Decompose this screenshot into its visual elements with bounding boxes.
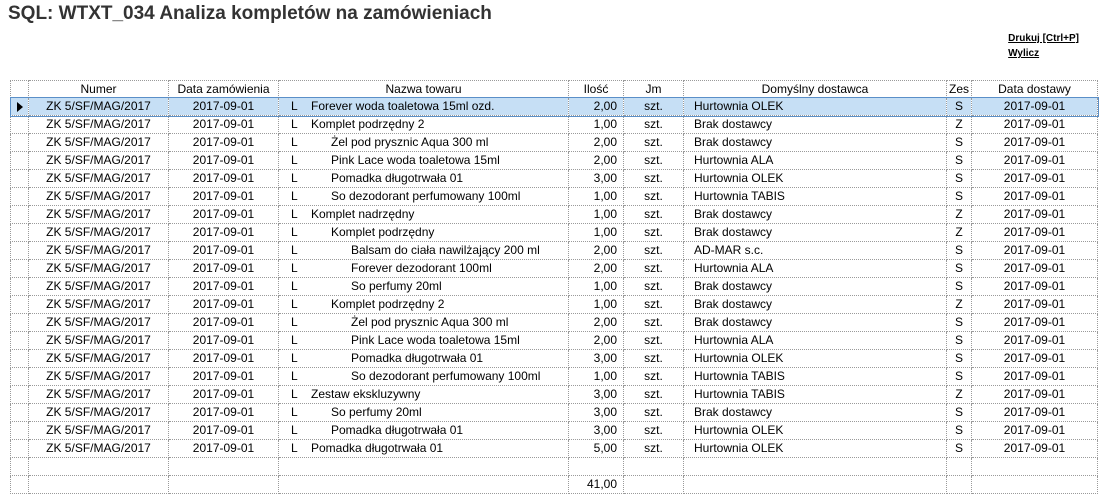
cell-dostawca[interactable]: Hurtownia OLEK bbox=[684, 440, 947, 458]
row-indicator bbox=[11, 332, 29, 350]
cell-data-dostawy[interactable]: 2017-09-01 bbox=[972, 332, 1098, 350]
cell-dostawca[interactable]: Brak dostawcy bbox=[684, 134, 947, 152]
cell-data-zamowienia[interactable]: 2017-09-01 bbox=[169, 170, 279, 188]
cell-data-zamowienia[interactable]: 2017-09-01 bbox=[169, 422, 279, 440]
tree-mark: L bbox=[291, 405, 298, 419]
total-ilosc: 41,00 bbox=[569, 476, 624, 494]
cell-dostawca[interactable]: Brak dostawcy bbox=[684, 296, 947, 314]
tree-mark: L bbox=[291, 99, 298, 113]
table-row[interactable] bbox=[11, 242, 1098, 260]
cell-data-zamowienia[interactable]: 2017-09-01 bbox=[169, 242, 279, 260]
cell-dostawca[interactable]: Hurtownia TABIS bbox=[684, 188, 947, 206]
cell-jm[interactable]: szt. bbox=[624, 116, 684, 134]
cell-nazwa-towaru[interactable] bbox=[279, 422, 569, 440]
table-row[interactable] bbox=[11, 368, 1098, 386]
table-row[interactable] bbox=[11, 260, 1098, 278]
calculate-link[interactable]: Wylicz bbox=[1008, 48, 1040, 59]
product-name: So dezodorant perfumowany 100ml bbox=[331, 189, 521, 203]
tree-mark: L bbox=[291, 441, 298, 455]
product-name: Komplet podrzędny 2 bbox=[311, 117, 425, 131]
table-row[interactable] bbox=[11, 152, 1098, 170]
header-zes[interactable]: Zes bbox=[947, 81, 972, 98]
cell-numer[interactable]: ZK 5/SF/MAG/2017 bbox=[29, 314, 169, 332]
cell-ilosc[interactable]: 3,00 bbox=[569, 422, 624, 440]
table-row[interactable] bbox=[11, 440, 1098, 458]
cell-ilosc[interactable]: 2,00 bbox=[569, 332, 624, 350]
tree-mark: L bbox=[291, 171, 298, 185]
cell-numer[interactable]: ZK 5/SF/MAG/2017 bbox=[29, 224, 169, 242]
cell-zes[interactable]: Z bbox=[947, 224, 972, 242]
cell-zes[interactable]: Z bbox=[947, 386, 972, 404]
tree-mark: L bbox=[291, 225, 298, 239]
cell-ilosc[interactable]: 3,00 bbox=[569, 170, 624, 188]
print-link[interactable]: Drukuj [Ctrl+P] bbox=[1008, 33, 1079, 44]
cell-data-zamowienia[interactable]: 2017-09-01 bbox=[169, 116, 279, 134]
cell-nazwa-towaru[interactable] bbox=[279, 350, 569, 368]
cell-data-zamowienia[interactable]: 2017-09-01 bbox=[169, 206, 279, 224]
header-jm[interactable]: Jm bbox=[624, 81, 684, 98]
product-name: Pomadka długotrwała 01 bbox=[331, 423, 464, 437]
cell-nazwa-towaru[interactable] bbox=[279, 224, 569, 242]
empty-cell bbox=[947, 458, 972, 476]
row-indicator bbox=[11, 440, 29, 458]
product-name: Balsam do ciała nawilżający 200 ml bbox=[351, 243, 540, 257]
cell-dostawca[interactable]: Brak dostawcy bbox=[684, 116, 947, 134]
cell-data-zamowienia[interactable]: 2017-09-01 bbox=[169, 440, 279, 458]
cell-ilosc[interactable]: 1,00 bbox=[569, 188, 624, 206]
cell-jm[interactable]: szt. bbox=[624, 386, 684, 404]
cell-ilosc[interactable]: 2,00 bbox=[569, 98, 624, 116]
cell-zes[interactable]: S bbox=[947, 422, 972, 440]
cell-data-dostawy[interactable]: 2017-09-01 bbox=[972, 170, 1098, 188]
product-name: Pink Lace woda toaletowa 15ml bbox=[351, 333, 520, 347]
product-name: Pomadka długotrwała 01 bbox=[311, 441, 444, 455]
row-indicator bbox=[11, 386, 29, 404]
cell-jm[interactable]: szt. bbox=[624, 98, 684, 116]
product-name: Zestaw ekskluzywny bbox=[311, 387, 421, 401]
cell-jm[interactable]: szt. bbox=[624, 296, 684, 314]
cell-jm[interactable]: szt. bbox=[624, 206, 684, 224]
cell-data-zamowienia[interactable]: 2017-09-01 bbox=[169, 404, 279, 422]
row-indicator bbox=[11, 98, 29, 116]
product-name: Pomadka długotrwała 01 bbox=[331, 171, 464, 185]
product-name: So perfumy 20ml bbox=[331, 405, 422, 419]
cell-zes[interactable]: S bbox=[947, 98, 972, 116]
cell-nazwa-towaru[interactable] bbox=[279, 206, 569, 224]
cell-dostawca[interactable]: AD-MAR s.c. bbox=[684, 242, 947, 260]
empty-cell bbox=[684, 458, 947, 476]
header-ilosc[interactable]: Ilość bbox=[569, 81, 624, 98]
cell-ilosc[interactable]: 2,00 bbox=[569, 242, 624, 260]
cell-nazwa-towaru[interactable] bbox=[279, 296, 569, 314]
cell-numer[interactable]: ZK 5/SF/MAG/2017 bbox=[29, 386, 169, 404]
cell-data-dostawy[interactable]: 2017-09-01 bbox=[972, 440, 1098, 458]
cell-dostawca[interactable]: Hurtownia OLEK bbox=[684, 422, 947, 440]
product-name: Pomadka długotrwała 01 bbox=[351, 351, 484, 365]
total-empty-cell bbox=[279, 476, 569, 494]
toolbar bbox=[1008, 31, 1079, 61]
cell-jm[interactable]: szt. bbox=[624, 422, 684, 440]
product-name: So perfumy 20ml bbox=[351, 279, 442, 293]
cell-numer[interactable]: ZK 5/SF/MAG/2017 bbox=[29, 116, 169, 134]
cell-nazwa-towaru[interactable] bbox=[279, 170, 569, 188]
cell-zes[interactable]: S bbox=[947, 404, 972, 422]
cell-data-dostawy[interactable]: 2017-09-01 bbox=[972, 296, 1098, 314]
cell-ilosc[interactable]: 3,00 bbox=[569, 350, 624, 368]
cell-data-zamowienia[interactable]: 2017-09-01 bbox=[169, 224, 279, 242]
cell-dostawca[interactable]: Hurtownia TABIS bbox=[684, 386, 947, 404]
cell-numer[interactable]: ZK 5/SF/MAG/2017 bbox=[29, 188, 169, 206]
product-name: Forever dezodorant 100ml bbox=[351, 261, 492, 275]
cell-ilosc[interactable]: 1,00 bbox=[569, 116, 624, 134]
tree-mark: L bbox=[291, 135, 298, 149]
header-dostawca[interactable]: Domyślny dostawca bbox=[684, 81, 947, 98]
row-indicator bbox=[11, 188, 29, 206]
cell-ilosc[interactable]: 3,00 bbox=[569, 404, 624, 422]
cell-zes[interactable]: Z bbox=[947, 116, 972, 134]
cell-numer[interactable]: ZK 5/SF/MAG/2017 bbox=[29, 332, 169, 350]
table-row[interactable] bbox=[11, 296, 1098, 314]
cell-data-dostawy[interactable]: 2017-09-01 bbox=[972, 350, 1098, 368]
cell-data-zamowienia[interactable]: 2017-09-01 bbox=[169, 278, 279, 296]
cell-jm[interactable]: szt. bbox=[624, 134, 684, 152]
cell-nazwa-towaru[interactable] bbox=[279, 386, 569, 404]
cell-data-zamowienia[interactable]: 2017-09-01 bbox=[169, 314, 279, 332]
cell-nazwa-towaru[interactable] bbox=[279, 404, 569, 422]
cell-nazwa-towaru[interactable] bbox=[279, 314, 569, 332]
cell-data-dostawy[interactable]: 2017-09-01 bbox=[972, 314, 1098, 332]
cell-nazwa-towaru[interactable] bbox=[279, 260, 569, 278]
cell-zes[interactable]: S bbox=[947, 134, 972, 152]
cell-nazwa-towaru[interactable] bbox=[279, 116, 569, 134]
cell-data-zamowienia[interactable]: 2017-09-01 bbox=[169, 152, 279, 170]
cell-zes[interactable]: S bbox=[947, 314, 972, 332]
total-empty-cell bbox=[624, 476, 684, 494]
cell-ilosc[interactable]: 1,00 bbox=[569, 368, 624, 386]
cell-data-dostawy[interactable]: 2017-09-01 bbox=[972, 152, 1098, 170]
cell-data-zamowienia[interactable]: 2017-09-01 bbox=[169, 350, 279, 368]
table-row[interactable] bbox=[11, 404, 1098, 422]
tree-mark: L bbox=[291, 369, 298, 383]
cell-dostawca[interactable]: Hurtownia TABIS bbox=[684, 368, 947, 386]
cell-data-dostawy[interactable]: 2017-09-01 bbox=[972, 134, 1098, 152]
cell-zes[interactable]: S bbox=[947, 332, 972, 350]
table-row[interactable] bbox=[11, 116, 1098, 134]
tree-mark: L bbox=[291, 189, 298, 203]
total-empty-cell bbox=[684, 476, 947, 494]
row-indicator bbox=[11, 260, 29, 278]
table-row[interactable] bbox=[11, 350, 1098, 368]
product-name: Forever woda toaletowa 15ml ozd. bbox=[311, 99, 495, 113]
tree-mark: L bbox=[291, 261, 298, 275]
cell-nazwa-towaru[interactable] bbox=[279, 278, 569, 296]
cell-jm[interactable]: szt. bbox=[624, 242, 684, 260]
cell-nazwa-towaru[interactable] bbox=[279, 134, 569, 152]
cell-numer[interactable]: ZK 5/SF/MAG/2017 bbox=[29, 98, 169, 116]
cell-ilosc[interactable]: 2,00 bbox=[569, 152, 624, 170]
cell-numer[interactable]: ZK 5/SF/MAG/2017 bbox=[29, 422, 169, 440]
row-indicator bbox=[11, 368, 29, 386]
empty-cell bbox=[169, 458, 279, 476]
cell-data-zamowienia[interactable]: 2017-09-01 bbox=[169, 296, 279, 314]
cell-dostawca[interactable]: Brak dostawcy bbox=[684, 404, 947, 422]
product-name: Żel pod prysznic Aqua 300 ml bbox=[351, 315, 509, 329]
empty-cell bbox=[29, 458, 169, 476]
cell-nazwa-towaru[interactable] bbox=[279, 440, 569, 458]
header-row bbox=[11, 81, 1098, 98]
cell-data-dostawy[interactable]: 2017-09-01 bbox=[972, 98, 1098, 116]
cell-ilosc[interactable]: 5,00 bbox=[569, 440, 624, 458]
cell-data-zamowienia[interactable]: 2017-09-01 bbox=[169, 332, 279, 350]
row-indicator bbox=[11, 422, 29, 440]
header-indicator bbox=[11, 81, 29, 98]
product-name: Żel pod prysznic Aqua 300 ml bbox=[331, 135, 489, 149]
cell-dostawca[interactable]: Hurtownia OLEK bbox=[684, 98, 947, 116]
table-row[interactable] bbox=[11, 278, 1098, 296]
cell-data-zamowienia[interactable]: 2017-09-01 bbox=[169, 368, 279, 386]
cell-data-dostawy[interactable]: 2017-09-01 bbox=[972, 260, 1098, 278]
cell-jm[interactable]: szt. bbox=[624, 260, 684, 278]
cell-data-dostawy[interactable]: 2017-09-01 bbox=[972, 116, 1098, 134]
cell-zes[interactable]: S bbox=[947, 170, 972, 188]
cell-data-zamowienia[interactable]: 2017-09-01 bbox=[169, 188, 279, 206]
cell-numer[interactable]: ZK 5/SF/MAG/2017 bbox=[29, 404, 169, 422]
total-empty-cell bbox=[11, 476, 29, 494]
row-indicator bbox=[11, 206, 29, 224]
cell-data-dostawy[interactable]: 2017-09-01 bbox=[972, 242, 1098, 260]
cell-zes[interactable]: S bbox=[947, 242, 972, 260]
cell-zes[interactable]: S bbox=[947, 368, 972, 386]
cell-numer[interactable]: ZK 5/SF/MAG/2017 bbox=[29, 152, 169, 170]
cell-jm[interactable]: szt. bbox=[624, 224, 684, 242]
cell-zes[interactable]: S bbox=[947, 350, 972, 368]
total-empty-cell bbox=[947, 476, 972, 494]
row-indicator bbox=[11, 278, 29, 296]
tree-mark: L bbox=[291, 387, 298, 401]
cell-zes[interactable]: Z bbox=[947, 296, 972, 314]
row-indicator bbox=[11, 170, 29, 188]
cell-data-dostawy[interactable]: 2017-09-01 bbox=[972, 422, 1098, 440]
tree-mark: L bbox=[291, 315, 298, 329]
total-row bbox=[11, 476, 1098, 494]
page-title: SQL: WTXT_034 Analiza kompletów na zamówieniach bbox=[8, 3, 492, 24]
cell-data-dostawy[interactable]: 2017-09-01 bbox=[972, 368, 1098, 386]
cell-numer[interactable]: ZK 5/SF/MAG/2017 bbox=[29, 296, 169, 314]
tree-mark: L bbox=[291, 117, 298, 131]
cell-dostawca[interactable]: Hurtownia OLEK bbox=[684, 170, 947, 188]
cell-data-zamowienia[interactable]: 2017-09-01 bbox=[169, 260, 279, 278]
tree-mark: L bbox=[291, 333, 298, 347]
empty-cell bbox=[624, 458, 684, 476]
total-empty-cell bbox=[972, 476, 1098, 494]
row-indicator bbox=[11, 116, 29, 134]
cell-dostawca[interactable]: Brak dostawcy bbox=[684, 278, 947, 296]
cell-ilosc[interactable]: 3,00 bbox=[569, 386, 624, 404]
product-name: Pink Lace woda toaletowa 15ml bbox=[331, 153, 500, 167]
empty-cell bbox=[279, 458, 569, 476]
header-nazwa-towaru[interactable]: Nazwa towaru bbox=[279, 81, 569, 98]
cell-jm[interactable]: szt. bbox=[624, 278, 684, 296]
row-indicator bbox=[11, 224, 29, 242]
cell-jm[interactable]: szt. bbox=[624, 152, 684, 170]
cell-data-dostawy[interactable]: 2017-09-01 bbox=[972, 278, 1098, 296]
cell-jm[interactable]: szt. bbox=[624, 440, 684, 458]
tree-mark: L bbox=[291, 243, 298, 257]
cell-ilosc[interactable]: 1,00 bbox=[569, 278, 624, 296]
cell-zes[interactable]: S bbox=[947, 152, 972, 170]
cell-dostawca[interactable]: Hurtownia ALA bbox=[684, 152, 947, 170]
cell-numer[interactable]: ZK 5/SF/MAG/2017 bbox=[29, 170, 169, 188]
cell-dostawca[interactable]: Hurtownia ALA bbox=[684, 332, 947, 350]
cell-data-dostawy[interactable]: 2017-09-01 bbox=[972, 224, 1098, 242]
cell-data-dostawy[interactable]: 2017-09-01 bbox=[972, 188, 1098, 206]
cell-dostawca[interactable]: Hurtownia ALA bbox=[684, 260, 947, 278]
cell-ilosc[interactable]: 2,00 bbox=[569, 314, 624, 332]
product-name: Komplet podrzędny 2 bbox=[331, 297, 445, 311]
cell-nazwa-towaru[interactable] bbox=[279, 98, 569, 116]
table-row[interactable] bbox=[11, 224, 1098, 242]
cell-ilosc[interactable]: 2,00 bbox=[569, 134, 624, 152]
cell-nazwa-towaru[interactable] bbox=[279, 152, 569, 170]
cell-nazwa-towaru[interactable] bbox=[279, 332, 569, 350]
row-indicator bbox=[11, 134, 29, 152]
cell-dostawca[interactable]: Brak dostawcy bbox=[684, 314, 947, 332]
row-indicator bbox=[11, 242, 29, 260]
header-data-zamowienia[interactable]: Data zamówienia bbox=[169, 81, 279, 98]
cell-nazwa-towaru[interactable] bbox=[279, 368, 569, 386]
cell-zes[interactable]: S bbox=[947, 440, 972, 458]
empty-row[interactable] bbox=[11, 458, 1098, 476]
tree-mark: L bbox=[291, 351, 298, 365]
cell-numer[interactable]: ZK 5/SF/MAG/2017 bbox=[29, 350, 169, 368]
tree-mark: L bbox=[291, 279, 298, 293]
cell-nazwa-towaru[interactable] bbox=[279, 242, 569, 260]
tree-mark: L bbox=[291, 207, 298, 221]
cell-ilosc[interactable]: 1,00 bbox=[569, 206, 624, 224]
cell-numer[interactable]: ZK 5/SF/MAG/2017 bbox=[29, 260, 169, 278]
tree-mark: L bbox=[291, 297, 298, 311]
table-row[interactable] bbox=[11, 332, 1098, 350]
cell-zes[interactable]: S bbox=[947, 278, 972, 296]
cell-data-zamowienia[interactable]: 2017-09-01 bbox=[169, 386, 279, 404]
cell-jm[interactable]: szt. bbox=[624, 314, 684, 332]
total-empty-cell bbox=[29, 476, 169, 494]
table-row[interactable] bbox=[11, 188, 1098, 206]
cell-data-dostawy[interactable]: 2017-09-01 bbox=[972, 404, 1098, 422]
row-indicator bbox=[11, 350, 29, 368]
cell-ilosc[interactable]: 2,00 bbox=[569, 260, 624, 278]
row-indicator bbox=[11, 296, 29, 314]
total-empty-cell bbox=[169, 476, 279, 494]
table-row[interactable] bbox=[11, 422, 1098, 440]
table-row[interactable] bbox=[11, 206, 1098, 224]
table-row[interactable] bbox=[11, 134, 1098, 152]
row-indicator bbox=[11, 404, 29, 422]
cell-jm[interactable]: szt. bbox=[624, 350, 684, 368]
cell-jm[interactable]: szt. bbox=[624, 332, 684, 350]
cell-numer[interactable]: ZK 5/SF/MAG/2017 bbox=[29, 278, 169, 296]
table-row[interactable] bbox=[11, 170, 1098, 188]
cell-numer[interactable]: ZK 5/SF/MAG/2017 bbox=[29, 206, 169, 224]
cell-data-zamowienia[interactable]: 2017-09-01 bbox=[169, 98, 279, 116]
cell-zes[interactable]: S bbox=[947, 188, 972, 206]
cell-dostawca[interactable]: Brak dostawcy bbox=[684, 206, 947, 224]
tree-mark: L bbox=[291, 153, 298, 167]
table-row[interactable] bbox=[11, 98, 1098, 116]
empty-cell bbox=[569, 458, 624, 476]
row-pointer-icon bbox=[17, 102, 23, 112]
cell-jm[interactable]: szt. bbox=[624, 404, 684, 422]
cell-jm[interactable]: szt. bbox=[624, 170, 684, 188]
cell-numer[interactable]: ZK 5/SF/MAG/2017 bbox=[29, 242, 169, 260]
product-name: So dezodorant perfumowany 100ml bbox=[351, 369, 541, 383]
product-name: Komplet nadrzędny bbox=[311, 207, 415, 221]
orders-grid bbox=[10, 80, 1098, 494]
empty-cell bbox=[972, 458, 1098, 476]
cell-jm[interactable]: szt. bbox=[624, 188, 684, 206]
tree-mark: L bbox=[291, 423, 298, 437]
cell-data-dostawy[interactable]: 2017-09-01 bbox=[972, 206, 1098, 224]
cell-numer[interactable]: ZK 5/SF/MAG/2017 bbox=[29, 368, 169, 386]
cell-numer[interactable]: ZK 5/SF/MAG/2017 bbox=[29, 440, 169, 458]
empty-cell bbox=[11, 458, 29, 476]
cell-zes[interactable]: Z bbox=[947, 206, 972, 224]
row-indicator bbox=[11, 314, 29, 332]
cell-jm[interactable]: szt. bbox=[624, 368, 684, 386]
row-indicator bbox=[11, 152, 29, 170]
cell-dostawca[interactable]: Hurtownia OLEK bbox=[684, 350, 947, 368]
cell-dostawca[interactable]: Brak dostawcy bbox=[684, 224, 947, 242]
cell-zes[interactable]: S bbox=[947, 260, 972, 278]
cell-data-zamowienia[interactable]: 2017-09-01 bbox=[169, 134, 279, 152]
product-name: Komplet podrzędny bbox=[331, 225, 435, 239]
header-numer[interactable]: Numer bbox=[29, 81, 169, 98]
cell-ilosc[interactable]: 1,00 bbox=[569, 224, 624, 242]
table-row[interactable] bbox=[11, 386, 1098, 404]
table-row[interactable] bbox=[11, 314, 1098, 332]
header-data-dostawy[interactable]: Data dostawy bbox=[972, 81, 1098, 98]
cell-data-dostawy[interactable]: 2017-09-01 bbox=[972, 386, 1098, 404]
cell-nazwa-towaru[interactable] bbox=[279, 188, 569, 206]
cell-ilosc[interactable]: 1,00 bbox=[569, 296, 624, 314]
cell-numer[interactable]: ZK 5/SF/MAG/2017 bbox=[29, 134, 169, 152]
